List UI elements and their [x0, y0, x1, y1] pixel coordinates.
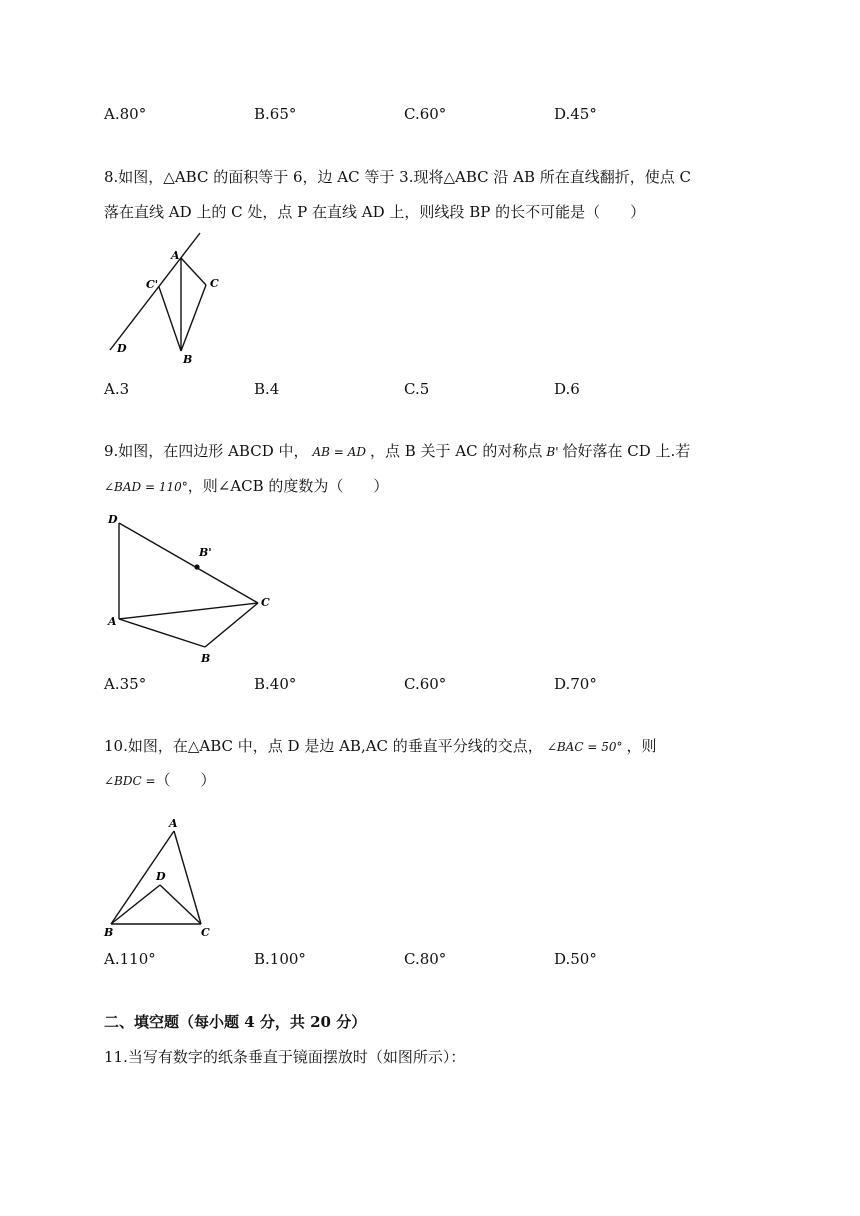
q9-label-b-prime: B': [199, 546, 212, 559]
q9-text-line2: [104, 475, 388, 496]
q11-text: 11.当写有数字的纸条垂直于镜面摆放时（如图所示）：: [104, 1048, 466, 1066]
q8-label-c-prime: C': [146, 278, 159, 291]
q7-option-d: D.45°: [554, 105, 597, 123]
q8-option-d: D.6: [554, 380, 580, 398]
q9-segment-dc: [119, 523, 258, 603]
q8-label-a: A: [171, 249, 180, 262]
q10-option-a: A.110°: [104, 950, 156, 968]
q8-segment-ac: [181, 258, 206, 285]
q9-line1-post: 恰好落在 CD 上.若: [562, 442, 691, 460]
q8-text-line1: 8.如图，△ABC 的面积等于 6，边 AC 等于 3.现将△ABC 沿 AB 所在直线翻折，使点 C: [104, 168, 692, 186]
section2-title: 二、填空题（每小题 4 分，共 20 分）: [104, 1013, 367, 1031]
q7-option-a: A.80°: [104, 105, 147, 123]
q9-line2-eq: ∠BAD = 110°: [104, 480, 188, 494]
q10-label-b: B: [104, 926, 114, 939]
q9-segment-ab: [119, 619, 205, 647]
q8-segment-cb: [181, 285, 206, 351]
q9-line2-post: ，则∠ACB 的度数为（ ）: [187, 477, 389, 495]
q10-label-d: D: [156, 870, 166, 883]
q10-figure: [100, 812, 220, 942]
q9-label-d: D: [108, 513, 118, 526]
q10-segment-ac: [174, 831, 201, 924]
q10-line1-post: ，则: [626, 737, 657, 755]
q8-label-c: C: [210, 277, 219, 290]
q8-option-a: A.3: [104, 380, 130, 398]
q9-text-line1: [104, 440, 690, 461]
q10-line1-eq: ∠BAC = 50°: [546, 740, 623, 754]
q9-segment-bc: [205, 603, 258, 647]
q7-option-c: C.60°: [404, 105, 447, 123]
q8-option-c: C.5: [404, 380, 430, 398]
q9-line1-bprime: B': [546, 445, 559, 459]
q9-option-a: A.35°: [104, 675, 147, 693]
q9-figure: [100, 508, 285, 668]
q9-line1-mid: ，点 B 关于 AC 的对称点: [369, 442, 543, 460]
q10-line2-eq: ∠BDC =: [104, 774, 156, 788]
q9-line1-eq: AB = AD: [312, 445, 366, 459]
q7-option-b: B.65°: [254, 105, 297, 123]
q9-option-d: D.70°: [554, 675, 597, 693]
q10-option-d: D.50°: [554, 950, 597, 968]
q9-segment-ac: [119, 603, 258, 619]
q10-text-line2: [104, 769, 216, 790]
q10-text-line1: [104, 735, 657, 756]
q8-line-ad: [110, 233, 200, 350]
q10-option-c: C.80°: [404, 950, 447, 968]
q9-label-c: C: [261, 596, 270, 609]
q10-label-c: C: [201, 926, 210, 939]
q8-text-line2: 落在直线 AD 上的 C 处，点 P 在直线 AD 上，则线段 BP 的长不可能是（ ）: [104, 203, 646, 221]
q8-label-d: D: [117, 342, 127, 355]
q9-option-b: B.40°: [254, 675, 297, 693]
q10-option-b: B.100°: [254, 950, 306, 968]
q9-label-a: A: [108, 615, 117, 628]
q10-line1-pre: 10.如图，在△ABC 中，点 D 是边 AB,AC 的垂直平分线的交点，: [104, 737, 543, 755]
q9-option-c: C.60°: [404, 675, 447, 693]
q9-line1-pre: 9.如图，在四边形 ABCD 中，: [104, 442, 309, 460]
q9-label-b: B: [201, 652, 211, 665]
q10-segment-bd: [111, 885, 160, 924]
q10-label-a: A: [169, 817, 178, 830]
q8-figure: [100, 228, 230, 368]
q8-segment-cprime-b: [159, 287, 181, 351]
q8-option-b: B.4: [254, 380, 280, 398]
q10-line2-post: （ ）: [155, 771, 216, 789]
q9-point-b-prime: [194, 564, 199, 569]
q8-label-b: B: [183, 353, 193, 366]
